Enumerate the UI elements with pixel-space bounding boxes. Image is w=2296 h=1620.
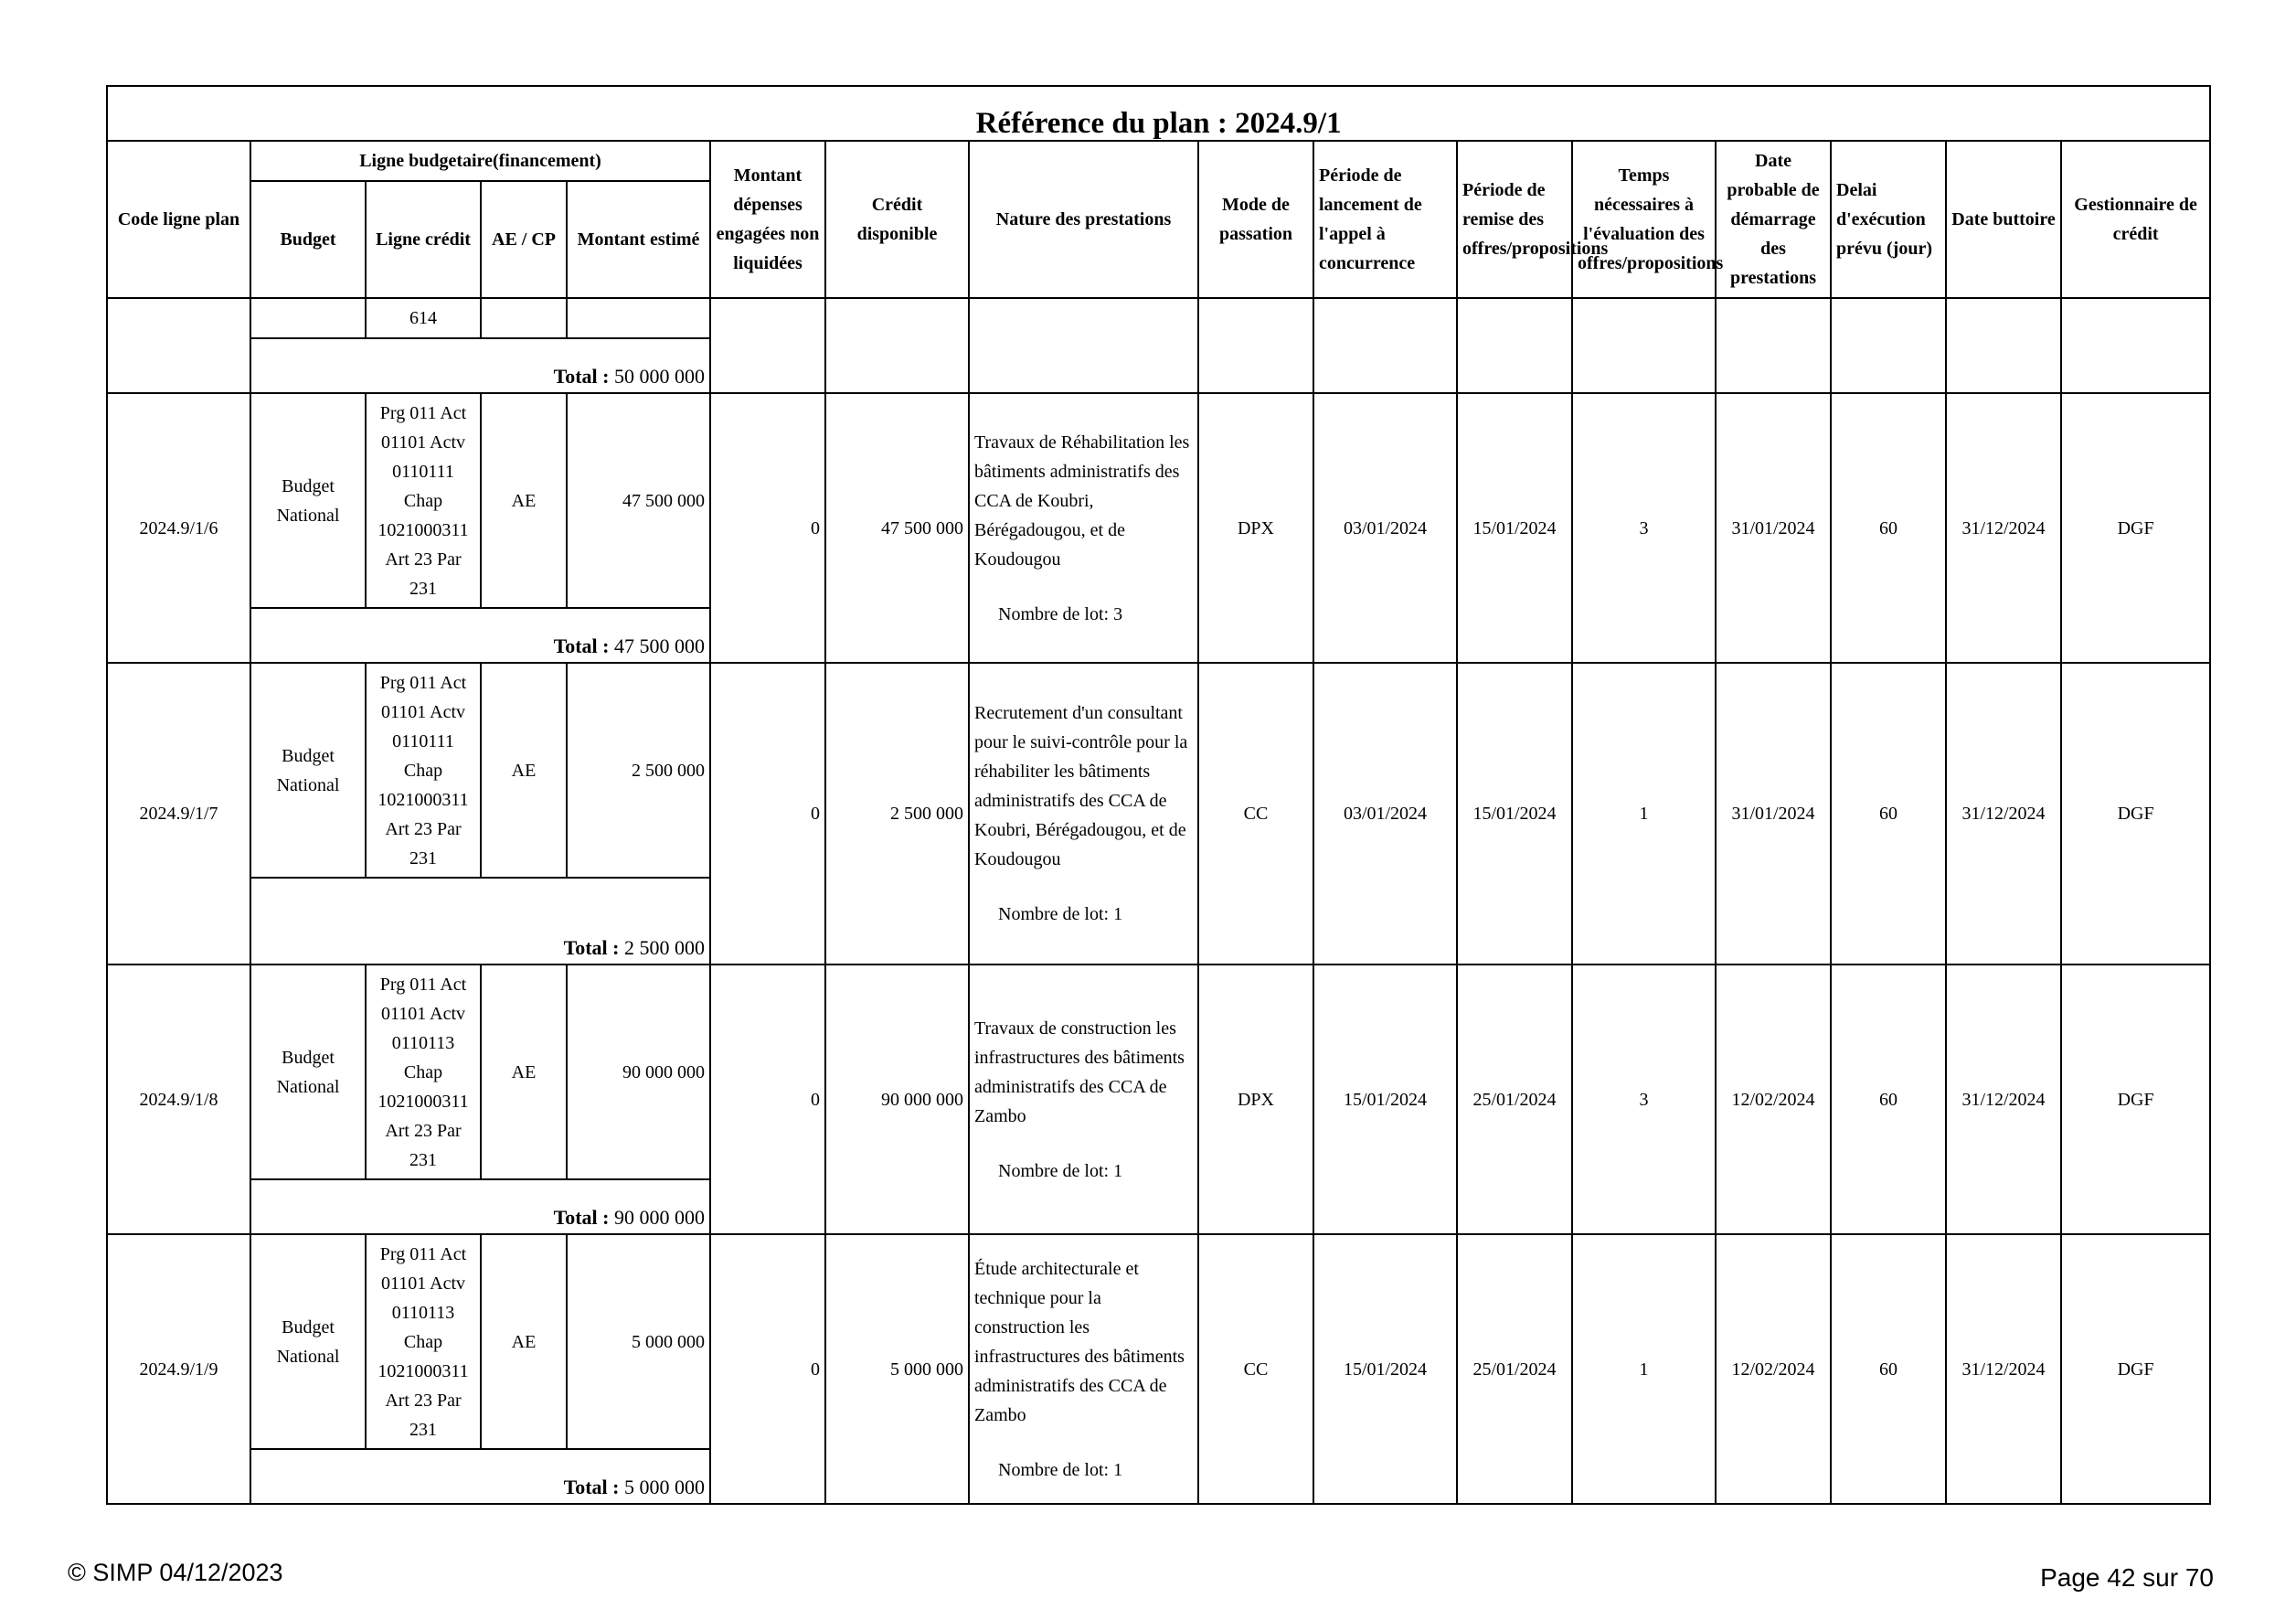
cell-gestionnaire: DGF [2061, 663, 2210, 965]
cell-montant-depenses: 0 [710, 393, 825, 663]
lot-count: Nombre de lot: 1 [998, 904, 1123, 924]
cell-temps: 1 [1572, 1234, 1716, 1504]
cell-mode: DPX [1198, 965, 1313, 1234]
header-delai: Delai d'exécution prévu (jour) [1831, 141, 1946, 298]
total-label: Total : [553, 1205, 610, 1229]
cell-periode-lancement: 15/01/2024 [1313, 1234, 1457, 1504]
cell-budget: Budget National [250, 663, 366, 878]
nature-text: Recrutement d'un consultant pour le suivi-contrôle pour la réhabiliter les bâtiments administratifs des CCA de Koubri, Bérégadougou, et de Koudougou [974, 703, 1188, 869]
header-code: Code ligne plan [107, 141, 250, 298]
cell-code [107, 298, 250, 393]
cell-date-buttoire: 31/12/2024 [1946, 965, 2061, 1234]
cell-periode-lancement: 03/01/2024 [1313, 393, 1457, 663]
cell-nature [969, 298, 1198, 393]
cell-date-probable: 12/02/2024 [1716, 1234, 1831, 1504]
cell-mode: CC [1198, 1234, 1313, 1504]
total-value: 5 000 000 [624, 1475, 705, 1498]
cell-ae-cp: AE [481, 1234, 567, 1449]
table-header [107, 86, 2210, 298]
cell-date-probable [1716, 298, 1831, 393]
table-row [107, 663, 2210, 878]
cell-temps: 3 [1572, 965, 1716, 1234]
cell-montant-depenses [710, 298, 825, 393]
total-label: Total : [563, 935, 620, 959]
cell-delai [1831, 298, 1946, 393]
cell-date-probable: 31/01/2024 [1716, 393, 1831, 663]
header-gestionnaire: Gestionnaire de crédit [2061, 141, 2210, 298]
header-ae-cp: AE / CP [481, 181, 567, 298]
cell-periode-remise [1457, 298, 1572, 393]
table-row [107, 393, 2210, 608]
cell-delai: 60 [1831, 663, 1946, 965]
nature-text: Travaux de construction les infrastructures des bâtiments administratifs des CCA de Zambo [974, 1018, 1185, 1126]
cell-montant-estime: 2 500 000 [567, 663, 710, 878]
header-ligne-budgetaire: Ligne budgetaire(financement) [250, 141, 710, 181]
cell-date-buttoire: 31/12/2024 [1946, 663, 2061, 965]
cell-gestionnaire [2061, 298, 2210, 393]
total-row [250, 1179, 710, 1234]
cell-code: 2024.9/1/7 [107, 663, 250, 965]
cell-montant-estime: 47 500 000 [567, 393, 710, 608]
cell-budget: Budget National [250, 965, 366, 1179]
cell-nature [969, 663, 1198, 965]
total-label: Total : [553, 364, 610, 388]
cell-ligne-credit: Prg 011 Act 01101 Actv 0110113 Chap 1021000311 Art 23 Par 231 [366, 965, 481, 1179]
cell-date-buttoire: 31/12/2024 [1946, 1234, 2061, 1504]
header-mode: Mode de passation [1198, 141, 1313, 298]
total-row [250, 878, 710, 965]
header-periode-remise: Période de remise des offres/propositions [1457, 141, 1572, 298]
lot-count: Nombre de lot: 1 [998, 1459, 1123, 1480]
cell-temps: 1 [1572, 663, 1716, 965]
cell-delai: 60 [1831, 965, 1946, 1234]
cell-budget: Budget National [250, 393, 366, 608]
total-label: Total : [563, 1475, 620, 1498]
lot-count: Nombre de lot: 3 [998, 603, 1123, 624]
cell-montant-estime: 90 000 000 [567, 965, 710, 1179]
cell-ae-cp: AE [481, 663, 567, 878]
header-periode-lancement: Période de lancement de l'appel à concurrence [1313, 141, 1457, 298]
cell-credit-disponible [825, 298, 969, 393]
cell-ligne-credit: Prg 011 Act 01101 Actv 0110111 Chap 1021000311 Art 23 Par 231 [366, 663, 481, 878]
header-budget: Budget [250, 181, 366, 298]
cell-montant-depenses: 0 [710, 663, 825, 965]
cell-periode-lancement: 03/01/2024 [1313, 663, 1457, 965]
plan-table [106, 85, 2211, 1505]
header-montant-estime: Montant estimé [567, 181, 710, 298]
cell-periode-remise: 25/01/2024 [1457, 965, 1572, 1234]
total-row [250, 608, 710, 663]
cell-temps: 3 [1572, 393, 1716, 663]
total-label: Total : [553, 634, 610, 657]
cell-code: 2024.9/1/6 [107, 393, 250, 663]
footer-copyright: © SIMP 04/12/2023 [68, 1559, 283, 1586]
cell-periode-remise: 25/01/2024 [1457, 1234, 1572, 1504]
cell-ae-cp: AE [481, 965, 567, 1179]
cell-budget [250, 298, 366, 338]
header-date-probable: Date probable de démarrage des prestations [1716, 141, 1831, 298]
cell-ae-cp [481, 298, 567, 338]
cell-date-probable: 31/01/2024 [1716, 663, 1831, 965]
table-row [107, 298, 2210, 338]
cell-ligne-credit: 614 [366, 298, 481, 338]
cell-mode [1198, 298, 1313, 393]
header-nature: Nature des prestations [969, 141, 1198, 298]
total-value: 47 500 000 [614, 634, 705, 657]
cell-periode-remise: 15/01/2024 [1457, 393, 1572, 663]
cell-code: 2024.9/1/8 [107, 965, 250, 1234]
cell-credit-disponible: 90 000 000 [825, 965, 969, 1234]
cell-montant-depenses: 0 [710, 1234, 825, 1504]
lot-count: Nombre de lot: 1 [998, 1160, 1123, 1181]
cell-ligne-credit: Prg 011 Act 01101 Actv 0110111 Chap 1021000311 Art 23 Par 231 [366, 393, 481, 608]
header-montant-depenses: Montant dépenses engagées non liquidées [710, 141, 825, 298]
plan-title: Référence du plan : 2024.9/1 [107, 86, 2210, 141]
header-credit-disponible: Crédit disponible [825, 141, 969, 298]
total-row [250, 1449, 710, 1504]
total-value: 2 500 000 [624, 935, 705, 959]
nature-text: Étude architecturale et technique pour la construction les infrastructures des bâtiments administratifs des CCA de Zambo [974, 1258, 1185, 1425]
cell-delai: 60 [1831, 1234, 1946, 1504]
cell-gestionnaire: DGF [2061, 1234, 2210, 1504]
cell-gestionnaire: DGF [2061, 965, 2210, 1234]
cell-mode: DPX [1198, 393, 1313, 663]
cell-montant-estime [567, 298, 710, 338]
nature-text: Travaux de Réhabilitation les bâtiments administratifs des CCA de Koubri, Bérégadougou, et de Koudougou [974, 432, 1190, 570]
cell-mode: CC [1198, 663, 1313, 965]
header-temps: Temps nécessaires à l'évaluation des offres/propositions [1572, 141, 1716, 298]
cell-periode-lancement: 15/01/2024 [1313, 965, 1457, 1234]
cell-nature [969, 1234, 1198, 1504]
cell-nature [969, 393, 1198, 663]
total-value: 50 000 000 [614, 364, 705, 388]
cell-montant-depenses: 0 [710, 965, 825, 1234]
cell-temps [1572, 298, 1716, 393]
total-row [250, 338, 710, 393]
cell-date-probable: 12/02/2024 [1716, 965, 1831, 1234]
page-number: Page 42 sur 70 [2040, 1563, 2214, 1592]
cell-credit-disponible: 2 500 000 [825, 663, 969, 965]
cell-periode-lancement [1313, 298, 1457, 393]
cell-code: 2024.9/1/9 [107, 1234, 250, 1504]
cell-periode-remise: 15/01/2024 [1457, 663, 1572, 965]
cell-budget: Budget National [250, 1234, 366, 1449]
cell-ligne-credit: Prg 011 Act 01101 Actv 0110113 Chap 1021000311 Art 23 Par 231 [366, 1234, 481, 1449]
header-date-buttoire: Date buttoire [1946, 141, 2061, 298]
cell-nature [969, 965, 1198, 1234]
header-ligne-credit: Ligne crédit [366, 181, 481, 298]
cell-credit-disponible: 47 500 000 [825, 393, 969, 663]
cell-gestionnaire: DGF [2061, 393, 2210, 663]
cell-montant-estime: 5 000 000 [567, 1234, 710, 1449]
cell-ae-cp: AE [481, 393, 567, 608]
cell-date-buttoire: 31/12/2024 [1946, 393, 2061, 663]
table-row [107, 1234, 2210, 1449]
cell-date-buttoire [1946, 298, 2061, 393]
total-value: 90 000 000 [614, 1205, 705, 1229]
table-row [107, 965, 2210, 1179]
cell-credit-disponible: 5 000 000 [825, 1234, 969, 1504]
cell-delai: 60 [1831, 393, 1946, 663]
